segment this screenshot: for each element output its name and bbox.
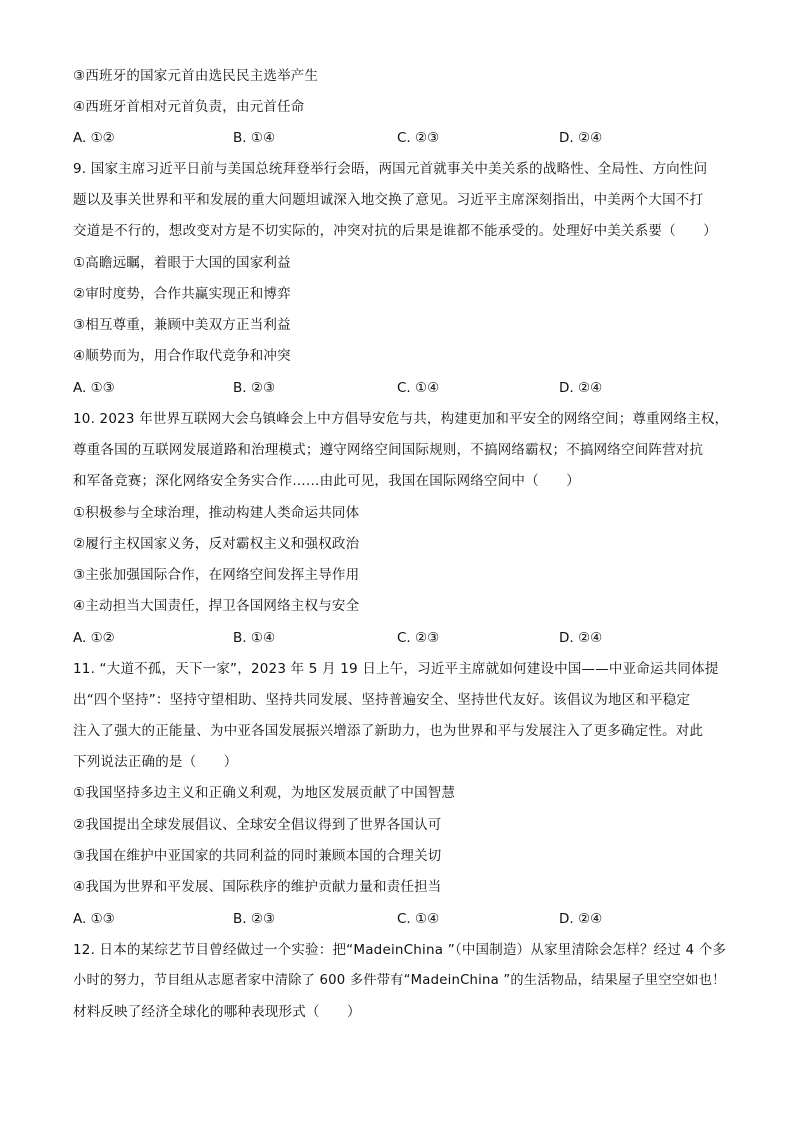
statement-4: ④我国为世界和平发展、国际秩序的维护贡献力量和责任担当 <box>73 879 442 895</box>
option-b: B. ②③ <box>233 911 276 927</box>
option-b: B. ①④ <box>233 130 276 146</box>
question-9-stem: 9. 国家主席习近平日前与美国总统拜登举行会晤，两国元首就事关中美关系的战略性、全局性、方向性问 <box>73 161 708 177</box>
statement-3: ③主张加强国际合作，在网络空间发挥主导作用 <box>73 567 360 583</box>
answer-options <box>73 128 733 148</box>
answer-options <box>73 378 733 398</box>
question-11-stem: 11. “大道不孤，天下一家”，2023 年 5 月 19 日上午，习近平主席就如何建设中国——中亚命运共同体提 <box>73 661 719 677</box>
option-c: C. ①④ <box>397 911 440 927</box>
statement-4: ④顺势而为，用合作取代竞争和冲突 <box>73 348 291 364</box>
statement-1: ①积极参与全球治理，推动构建人类命运共同体 <box>73 505 360 521</box>
option-a: A. ①② <box>73 130 115 146</box>
option-c: C. ②③ <box>397 630 440 646</box>
statement-2: ②我国提出全球发展倡议、全球安全倡议得到了世界各国认可 <box>73 817 442 833</box>
option-a: A. ①③ <box>73 911 115 927</box>
question-12-stem: 12. 日本的某综艺节目曾经做过一个实验：把“MadeinChina ”（中国制造）从家里清除会怎样？经过 4 个多 <box>73 942 727 958</box>
question-10-stem: 尊重各国的互联网发展道路和治理模式；遵守网络空间国际规则，不搞网络霸权；不搞网络空间阵营对抗 <box>73 442 704 458</box>
statement-3: ③我国在维护中亚国家的共同利益的同时兼顾本国的合理关切 <box>73 848 442 864</box>
question-9-stem: 交道是不行的，想改变对方是不切实际的，冲突对抗的后果是谁都不能承受的。处理好中美关系要（ ） <box>73 223 717 239</box>
option-c: C. ②③ <box>397 130 440 146</box>
option-c: C. ①④ <box>397 380 440 396</box>
option-a: A. ①③ <box>73 380 115 396</box>
option-d: D. ②④ <box>559 630 603 646</box>
question-11-stem: 出“四个坚持”：坚持守望相助、坚持共同发展、坚持普遍安全、坚持世代友好。该倡议为地区和平稳定 <box>73 692 691 708</box>
statement-2: ②履行主权国家义务，反对霸权主义和强权政治 <box>73 536 360 552</box>
question-10-stem: 和军备竞赛；深化网络安全务实合作……由此可见，我国在国际网络空间中（ ） <box>73 473 580 489</box>
option-d: D. ②④ <box>559 911 603 927</box>
statement-4: ④西班牙首相对元首负责，由元首任命 <box>73 99 305 115</box>
statement-4: ④主动担当大国责任，捍卫各国网络主权与安全 <box>73 598 360 614</box>
option-b: B. ①④ <box>233 630 276 646</box>
question-10-stem: 10. 2023 年世界互联网大会乌镇峰会上中方倡导安危与共，构建更加和平安全的网络空间；尊重网络主权， <box>73 411 729 427</box>
statement-2: ②审时度势，合作共赢实现正和博弈 <box>73 286 291 302</box>
question-9-stem: 题以及事关世界和平和发展的重大问题坦诚深入地交换了意见。习近平主席深刻指出，中美两个大国不打 <box>73 192 704 208</box>
question-11-stem: 注入了强大的正能量、为中亚各国发展振兴增添了新助力，也为世界和平与发展注入了更多确定性。对此 <box>73 723 704 739</box>
statement-3: ③相互尊重，兼顾中美双方正当利益 <box>73 317 291 333</box>
option-d: D. ②④ <box>559 380 603 396</box>
question-12-stem: 小时的努力，节目组从志愿者家中清除了 600 多件带有“MadeinChina ”的生活物品，结果屋子里空空如也！ <box>73 973 726 988</box>
option-b: B. ②③ <box>233 380 276 396</box>
option-a: A. ①② <box>73 630 115 646</box>
option-d: D. ②④ <box>559 130 603 146</box>
question-11-stem: 下列说法正确的是（ ） <box>73 754 238 770</box>
statement-1: ①高瞻远瞩，着眼于大国的国家利益 <box>73 255 291 271</box>
answer-options <box>73 909 733 929</box>
question-12-stem: 材料反映了经济全球化的哪种表现形式（ ） <box>73 1004 361 1020</box>
statement-3: ③西班牙的国家元首由选民民主选举产生 <box>73 68 319 84</box>
answer-options <box>73 628 733 648</box>
statement-1: ①我国坚持多边主义和正确义利观，为地区发展贡献了中国智慧 <box>73 785 456 801</box>
